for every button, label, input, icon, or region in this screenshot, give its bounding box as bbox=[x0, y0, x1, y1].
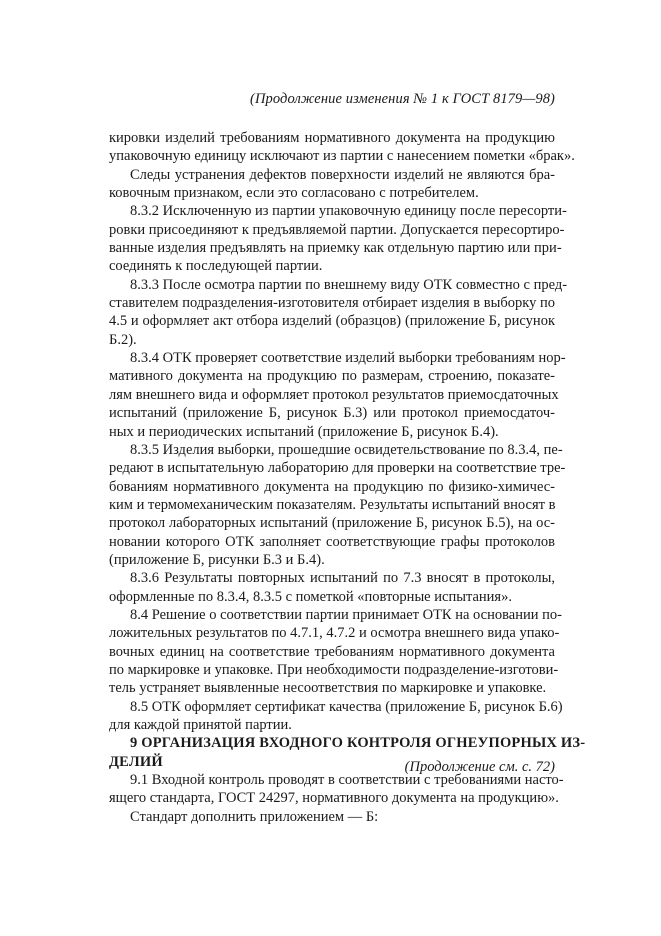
text-line: бованиям нормативного документа на продукцию по физико-химичес- bbox=[109, 478, 555, 495]
text-line: ставителем подразделения-изготовителя отбирает изделия в выборку по bbox=[109, 295, 555, 312]
text-line: ложительных результатов по 4.7.1, 4.7.2 и осмотра внешнего вида упако- bbox=[109, 625, 560, 642]
text-line: 8.3.6 Результаты повторных испытаний по 7.3 вносят в протоколы, bbox=[130, 570, 555, 587]
text-line: кировки изделий требованиям нормативного документа на продукцию bbox=[109, 130, 555, 146]
page-footer: (Продолжение см. с. 72) bbox=[404, 759, 555, 775]
text-line: упаковочную единицу исключают из партии с нанесением пометки «брак». bbox=[109, 148, 575, 165]
text-line: новании которого ОТК заполняет соответствующие графы протоколов bbox=[109, 533, 555, 550]
text-line: (приложение Б, рисунки Б.3 и Б.4). bbox=[109, 551, 325, 568]
paragraph bbox=[109, 202, 567, 275]
text-line: оформленные по 8.3.4, 8.3.5 с пометкой «повторные испытания». bbox=[109, 588, 512, 605]
text-line: ким и термомеханическим показателям. Результаты испытаний вносят в bbox=[109, 496, 556, 513]
text-line: ящего стандарта, ГОСТ 24297, нормативного документа на продукцию». bbox=[109, 790, 559, 807]
text-line: Следы устранения дефектов поверхности изделий не являются бра- bbox=[130, 166, 555, 183]
text-line: мативного документа на продукцию по размерам, строению, показате- bbox=[109, 368, 555, 385]
text-line: соединять к последующей партии. bbox=[109, 258, 323, 275]
text-line: 4.5 и оформляет акт отбора изделий (образцов) (приложение Б, рисунок bbox=[109, 313, 555, 330]
text-line: для каждой принятой партии. bbox=[109, 717, 292, 733]
text-line: 8.3.5 Изделия выборки, прошедшие освидетельствование по 8.3.4, пе- bbox=[130, 441, 563, 458]
text-line: 9.1 Входной контроль проводят в соответствии с требованиями насто- bbox=[130, 772, 564, 789]
text-line: 8.3.4 ОТК проверяет соответствие изделий выборки требованиям нор- bbox=[130, 350, 566, 367]
document-body bbox=[109, 129, 586, 826]
paragraph bbox=[109, 808, 555, 826]
text-line: 8.3.3 После осмотра партии по внешнему виду ОТК совместно с пред- bbox=[130, 276, 568, 293]
text-line: испытаний (приложение Б, рисунок Б.3) или протокол приемосдаточ- bbox=[109, 405, 555, 422]
text-line: ДЕЛИЙ bbox=[109, 753, 163, 770]
paragraph bbox=[109, 129, 575, 166]
text-line: ных и периодических испытаний (приложение Б, рисунок Б.4). bbox=[109, 423, 499, 440]
text-line: 8.5 ОТК оформляет сертификат качества (приложение Б, рисунок Б.6) bbox=[130, 698, 563, 715]
text-line: 9 ОРГАНИЗАЦИЯ ВХОДНОГО КОНТРОЛЯ ОГНЕУПОРНЫХ ИЗ- bbox=[130, 735, 586, 752]
text-line: Б.2). bbox=[109, 331, 137, 348]
text-line: 8.3.2 Исключенную из партии упаковочную единицу после пересорти- bbox=[130, 203, 567, 220]
paragraph bbox=[109, 441, 566, 569]
text-line: 8.4 Решение о соответствии партии принимает ОТК на основании по- bbox=[130, 606, 562, 623]
paragraph bbox=[109, 166, 555, 203]
paragraph bbox=[109, 276, 568, 349]
text-line: Стандарт дополнить приложением — Б: bbox=[130, 808, 379, 825]
paragraph bbox=[109, 349, 566, 441]
paragraph bbox=[109, 606, 562, 698]
page-header: (Продолжение изменения № 1 к ГОСТ 8179—98) bbox=[250, 91, 555, 107]
text-line: протокол лабораторных испытаний (приложение Б, рисунок Б.5), на ос- bbox=[109, 515, 555, 532]
text-line: тель устраняет выявленные несоответствия по маркировке и упаковке. bbox=[109, 680, 547, 697]
text-line: по маркировке и упаковке. При необходимости подразделение-изготови- bbox=[109, 661, 559, 678]
text-line: лям внешнего вида и оформляет протокол результатов приемосдаточных bbox=[109, 386, 559, 403]
text-line: ровки присоединяют к предъявляемой партии. Допускается пересортиро- bbox=[109, 221, 565, 238]
paragraph bbox=[109, 698, 563, 735]
text-line: вочных единиц на соответствие требованиям нормативного документа bbox=[109, 643, 555, 660]
text-line: ковочным признаком, если это согласовано с потребителем. bbox=[109, 185, 479, 202]
paragraph bbox=[109, 569, 555, 606]
text-line: редают в испытательную лабораторию для проверки на соответствие тре- bbox=[109, 460, 566, 477]
text-line: ванные изделия предъявлять на приемку как отдельную партию или при- bbox=[109, 240, 562, 257]
